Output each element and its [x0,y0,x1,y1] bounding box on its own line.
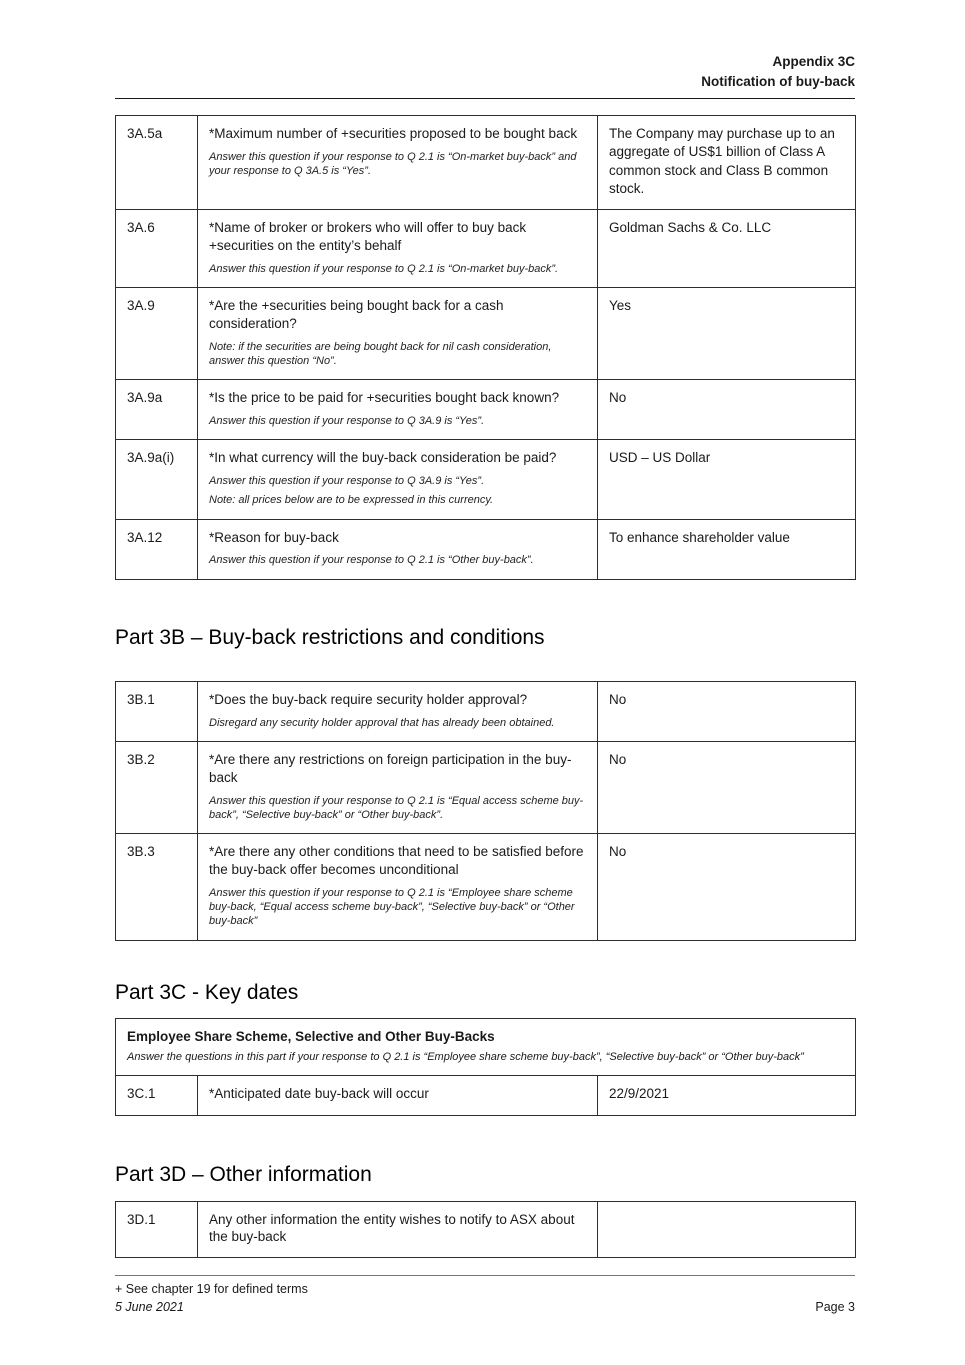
question-code: 3C.1 [127,1086,156,1102]
table-part-3c [115,1018,856,1116]
table-banner-row [116,1018,856,1076]
answer-text: No [609,751,627,767]
question-text: *Are the +securities being bought back for a cash consideration? [209,297,504,331]
part-3c-heading: Part 3C - Key dates [115,980,299,1004]
row-answer-cell [598,1076,856,1115]
question-code: 3A.9a(i) [127,450,175,466]
question-code: 3A.12 [127,529,163,545]
table-part-3a [115,115,856,580]
row-code-cell [116,440,198,519]
question-code: 3A.5a [127,126,163,142]
question-note: Answer this question if your response to Q 2.1 is “On-market buy-back”. [209,262,559,275]
answer-text: USD – US Dollar [609,450,711,466]
question-note: Note: all prices below are to be expressed in this currency. [209,494,494,507]
question-note: Answer this question if your response to Q 2.1 is “Other buy-back”. [209,554,534,567]
answer-text: Yes [609,297,632,313]
row-question-cell [198,1201,598,1258]
row-answer-cell [598,834,856,941]
row-code-cell [116,116,198,210]
row-question-cell [198,519,598,579]
table-row [116,380,856,440]
row-answer-cell [598,519,856,579]
table-row [116,834,856,941]
answer-text: 22/9/2021 [609,1086,670,1102]
row-code-cell [116,741,198,833]
question-note: Answer this question if your response to Q 3A.9 is “Yes”. [209,414,485,427]
row-question-cell [198,380,598,440]
question-text: *Is the price to be paid for +securities bought back known? [209,390,560,406]
row-code-cell [116,380,198,440]
question-note: Answer this question if your response to Q 2.1 is “Equal access scheme buy-back”, “Selective buy-back” or “Other buy-back”. [209,794,584,821]
row-code-cell [116,287,198,379]
question-code: 3B.1 [127,691,155,707]
row-question-cell [198,834,598,941]
question-note: Answer this question if your response to Q 2.1 is “Employee share scheme buy-back, “Equal access scheme buy-back”, “Selective buy-back” or “Other buy-back” [209,886,575,928]
question-text: *Name of broker or brokers who will offer to buy back +securities on the entity’s behalf [209,220,527,253]
table-part-3d [115,1201,856,1259]
row-question-cell [198,741,598,833]
part-3b-heading: Part 3B – Buy-back restrictions and conditions [115,625,545,649]
answer-text: No [609,691,627,707]
answer-text: No [609,844,627,860]
row-code-cell [116,681,198,741]
table-row [116,116,856,210]
row-answer-cell [598,681,856,741]
question-code: 3A.9a [127,390,163,406]
question-text: *Maximum number of +securities proposed to be bought back [209,126,578,142]
question-code: 3B.2 [127,751,155,767]
banner-note: Answer the questions in this part if your response to Q 2.1 is “Employee share scheme buy-back”, “Selective buy-back” or “Other buy-back” [127,1051,804,1064]
row-question-cell [198,116,598,210]
row-answer-cell [598,380,856,440]
document-header [115,52,855,99]
question-text: *Are there any restrictions on foreign participation in the buy-back [209,751,572,785]
row-code-cell [116,834,198,941]
page-number: Page 3 [815,1300,855,1315]
question-text: *Reason for buy-back [209,529,339,545]
table-row [116,287,856,379]
question-text: *In what currency will the buy-back consideration be paid? [209,450,557,466]
row-answer-cell [598,1201,856,1258]
row-question-cell [198,210,598,288]
defined-terms-note: + See chapter 19 for defined terms [115,1282,308,1297]
row-code-cell [116,1076,198,1115]
row-question-cell [198,681,598,741]
question-text: Any other information the entity wishes to notify to ASX about the buy-back [209,1211,575,1245]
part-3d-heading: Part 3D – Other information [115,1162,372,1186]
banner-cell [116,1018,856,1076]
question-text: *Are there any other conditions that need to be satisfied before the buy-back offer becomes unconditional [209,844,584,877]
question-code: 3B.3 [127,844,155,860]
answer-text: No [609,390,627,406]
document-title: Notification of buy-back [701,73,855,89]
row-answer-cell [598,116,856,210]
row-code-cell [116,210,198,288]
row-code-cell [116,1201,198,1258]
row-question-cell [198,287,598,379]
table-row [116,519,856,579]
banner-title: Employee Share Scheme, Selective and Other Buy-Backs [127,1028,495,1044]
table-row [116,741,856,833]
footer-date: 5 June 2021 [115,1300,184,1315]
row-question-cell [198,1076,598,1115]
table-row [116,210,856,288]
table-row [116,1201,856,1258]
row-answer-cell [598,210,856,288]
question-note: Answer this question if your response to Q 3A.9 is “Yes”. [209,475,485,488]
table-row [116,681,856,741]
table-row [116,440,856,519]
appendix-title: Appendix 3C [772,54,855,69]
document-footer [115,1275,855,1316]
table-part-3b [115,681,856,941]
answer-text: The Company may purchase up to an aggregate of US$1 billion of Class A common stock and Class B common stock. [609,126,835,196]
row-answer-cell [598,741,856,833]
question-code: 3A.6 [127,220,155,235]
question-text: *Does the buy-back require security holder approval? [209,691,528,707]
row-answer-cell [598,440,856,519]
row-answer-cell [598,287,856,379]
question-code: 3D.1 [127,1211,156,1227]
answer-text: Goldman Sachs & Co. LLC [609,220,772,235]
table-row [116,1076,856,1115]
question-note: Disregard any security holder approval that has already been obtained. [209,716,555,729]
question-code: 3A.9 [127,297,155,313]
row-code-cell [116,519,198,579]
question-text: *Anticipated date buy-back will occur [209,1086,429,1102]
question-note: Answer this question if your response to Q 2.1 is “On-market buy-back” and your response to Q 3A.5 is “Yes”. [209,150,577,178]
question-note: Note: if the securities are being bought back for nil cash consideration, answer this question “No”. [209,340,552,367]
answer-text: To enhance shareholder value [609,529,790,545]
row-question-cell [198,440,598,519]
